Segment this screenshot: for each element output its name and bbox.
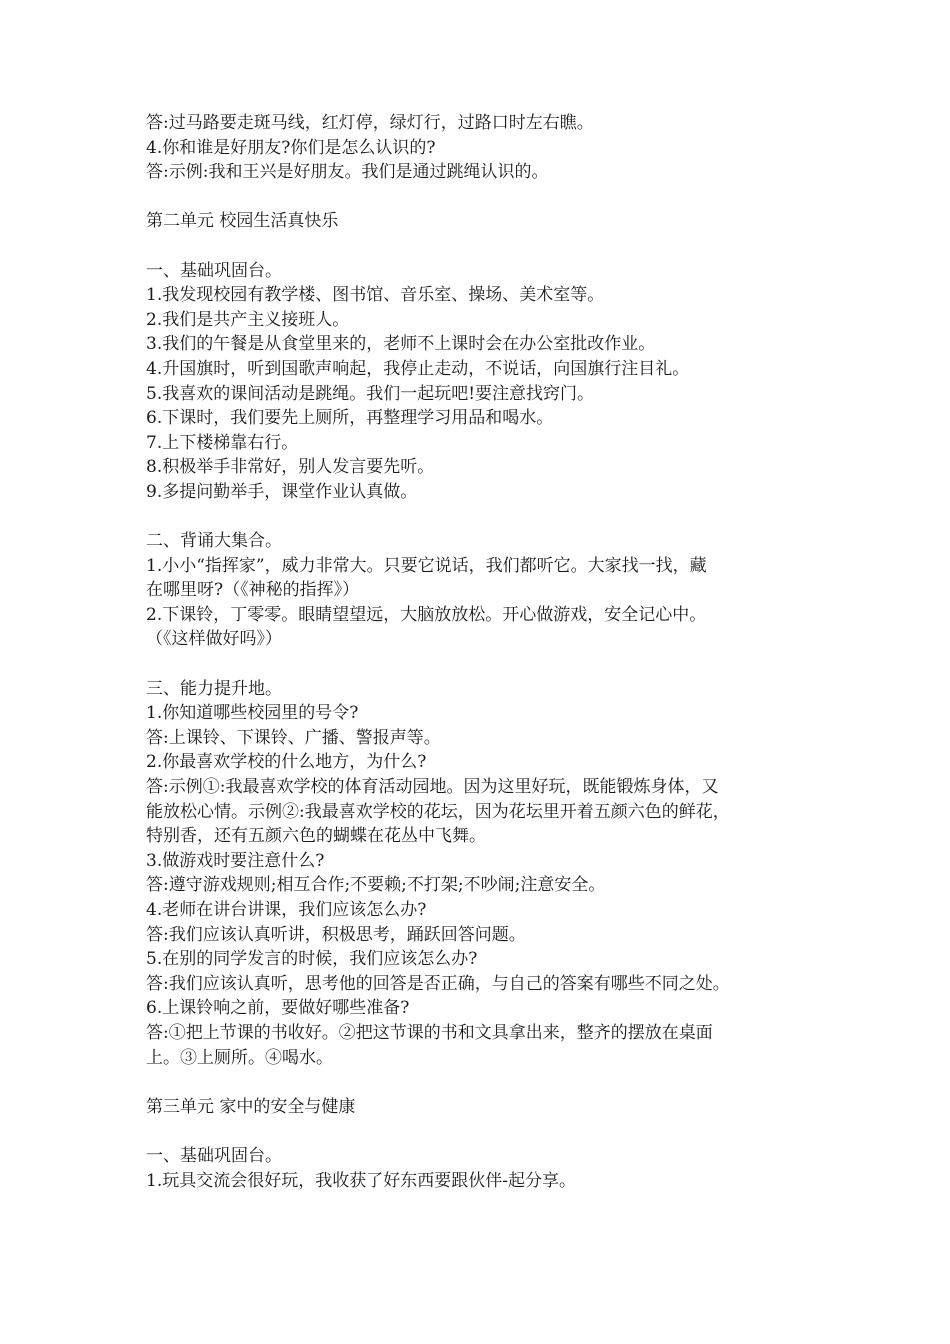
text-line: 答:示例:我和王兴是好朋友。我们是通过跳绳认识的。 [146,162,549,183]
document-page [146,111,810,1193]
text-line: 5.我喜欢的课间活动是跳绳。我们一起玩吧!要注意找窍门。 [146,383,595,404]
text-line: 一、基础巩固台。 [146,260,282,281]
text-line: 3.我们的午餐是从食堂里来的，老师不上课时会在办公室批改作业。 [146,334,656,355]
text-line: 三、能力提升地。 [146,678,282,699]
text-line: 4.升国旗时，听到国歌声响起，我停止走动，不说话，向国旗行注目礼。 [146,358,690,379]
text-line: 1.玩具交流会很好玩，我收获了好东西要跟伙伴-起分享。 [146,1170,576,1191]
blank-line [146,652,810,677]
text-line: 3.做游戏时要注意什么? [146,850,325,871]
text-line: 8.积极举手非常好，别人发言要先听。 [146,457,435,478]
text-line: 1.我发现校园有教学楼、图书馆、音乐室、操场、美术室等。 [146,285,605,306]
text-line: 9.多提问勤举手，课堂作业认真做。 [146,481,418,502]
text-line: 7.上下楼梯靠右行。 [146,432,299,453]
text-line: 2.我们是共产主义接班人。 [146,309,350,330]
text-line: （《这样做好吗》） [146,629,282,650]
text-line: 答:遵守游戏规则;相互合作;不要赖;不打架;不吵闹;注意安全。 [146,875,606,896]
text-line: 1.小小“指挥家”，威力非常大。只要它说话，我们都听它。大家找一找，藏 [146,555,707,576]
text-line: 答:示例①:我最喜欢学校的体育活动园地。因为这里好玩，既能锻炼身体，又 [146,777,719,798]
text-line: 答:①把上节课的书收好。②把这节课的书和文具拿出来，整齐的摆放在桌面 [146,1022,713,1043]
text-line: 第三单元 家中的安全与健康 [146,1096,356,1117]
text-line: 在哪里呀?（《神秘的指挥》） [146,580,360,601]
text-line: 特别香，还有五颜六色的蝴蝶在花丛中飞舞。 [146,826,486,847]
text-line: 4.老师在讲台讲课，我们应该怎么办? [146,900,427,920]
text-line: 1.你知道哪些校园里的号令? [146,703,359,724]
text-line: 5.在别的同学发言的时候，我们应该怎么办? [146,949,478,970]
blank-line [146,234,810,259]
text-line: 6.上课铃响之前，要做好哪些准备? [146,998,410,1019]
text-line: 上。③上厕所。④喝水。 [146,1047,333,1068]
text-line: 6.下课时，我们要先上厕所，再整理学习用品和喝水。 [146,408,554,429]
text-line: 2.下课铃，丁零零。眼睛望望远，大脑放放松。开心做游戏，安全记心中。 [146,604,707,625]
text-line: 二、背诵大集合。 [146,531,282,552]
text-line: 能放松心情。示例②:我最喜欢学校的花坛，因为花坛里开着五颜六色的鲜花， [146,801,730,822]
text-line: 一、基础巩固台。 [146,1145,282,1166]
blank-line [146,185,810,210]
text-line: 答:过马路要走斑马线，红灯停，绿灯行，过路口时左右瞧。 [146,113,594,133]
text-line: 第二单元 校园生活真快乐 [146,211,339,232]
text-line: 答:上课铃、下课铃、广播、警报声等。 [146,727,441,748]
text-line: 答:我们应该认真听，思考他的回答是否正确，与自己的答案有哪些不同之处。 [146,973,730,994]
text-line: 2.你最喜欢学校的什么地方，为什么? [146,752,427,773]
text-line: 4.你和谁是好朋友?你们是怎么认识的? [146,137,436,158]
blank-line [146,505,810,530]
text-line: 答:我们应该认真听讲，积极思考，踊跃回答问题。 [146,924,526,945]
blank-line [146,1119,810,1144]
blank-line [146,1070,810,1095]
